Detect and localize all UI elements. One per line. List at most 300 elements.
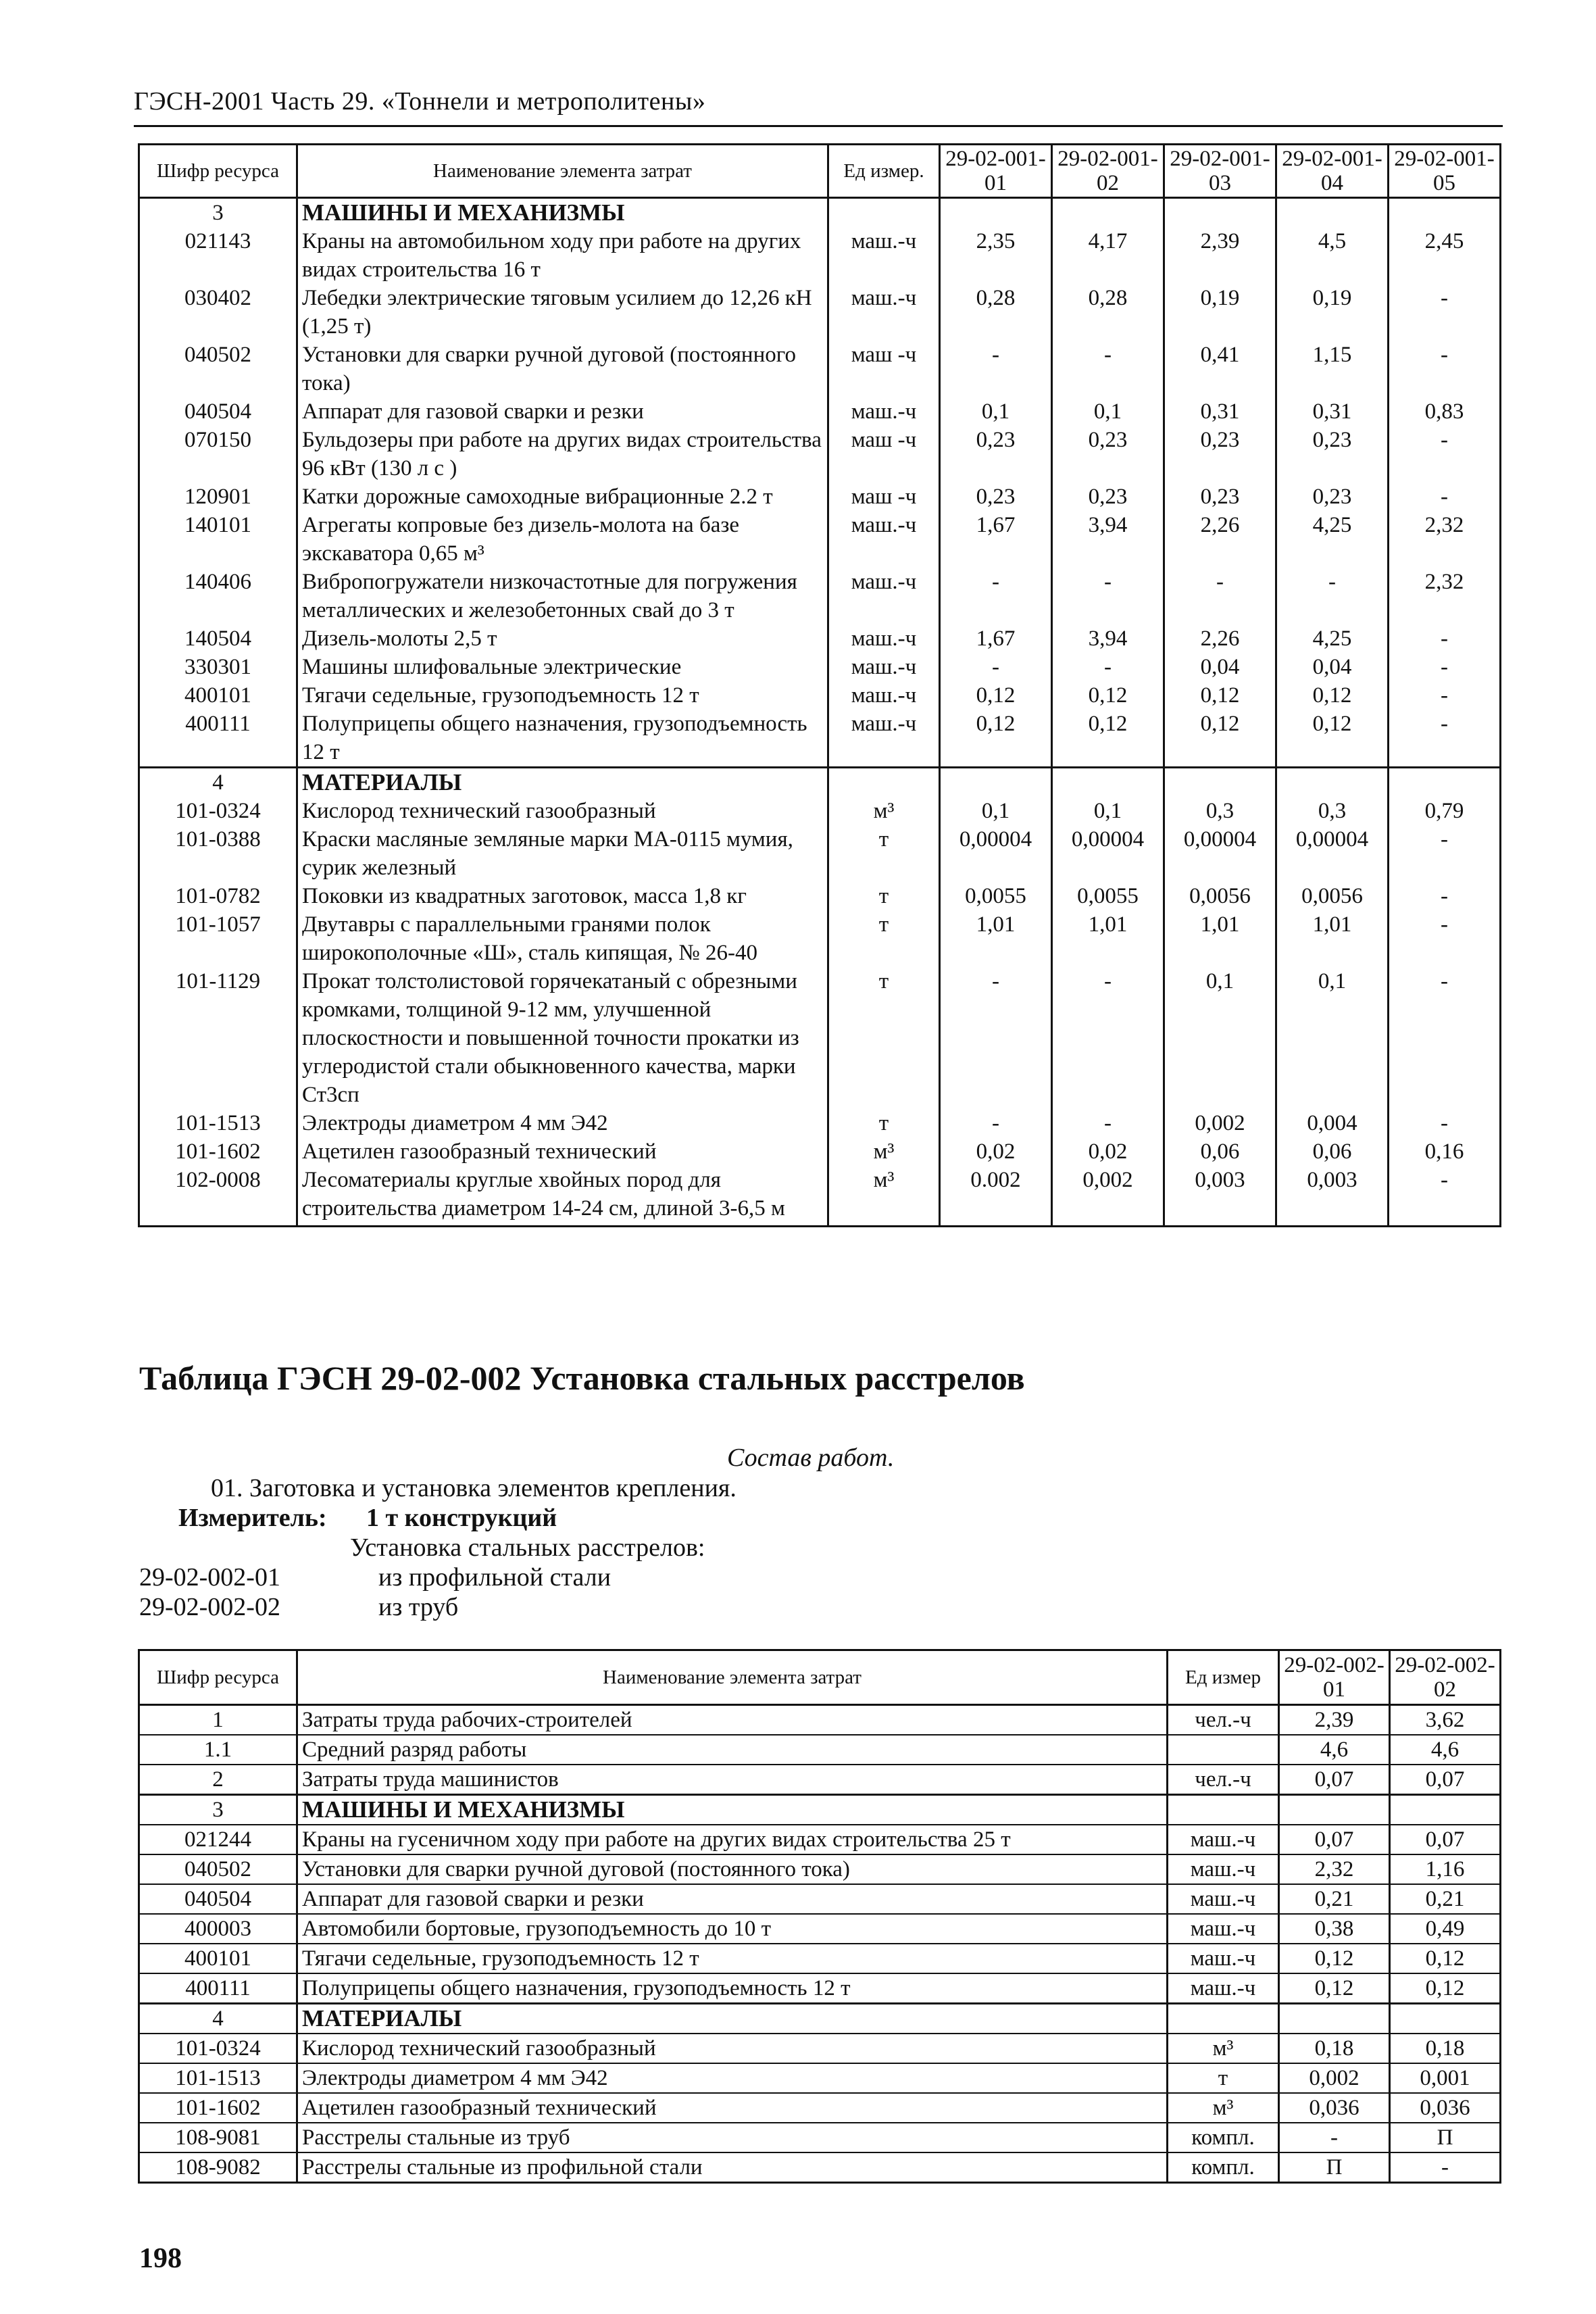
table-row xyxy=(139,1166,1501,1227)
resource-value: 0,18 xyxy=(1279,2034,1390,2063)
page-number: 198 xyxy=(139,2243,182,2274)
resource-value: 0,41 xyxy=(1164,341,1276,397)
resource-value: 0,12 xyxy=(1052,681,1164,710)
resource-value: - xyxy=(1389,483,1501,511)
section-header-row xyxy=(139,198,1501,228)
section-code: 3 xyxy=(139,198,297,228)
resource-value: 0,0055 xyxy=(1052,882,1164,910)
resource-value: 0,002 xyxy=(1279,2063,1390,2093)
resource-value: - xyxy=(1389,1109,1501,1137)
resource-unit: компл. xyxy=(1168,2123,1279,2152)
resource-code: 120901 xyxy=(139,483,297,511)
meter-value: 1 т конструкций xyxy=(366,1504,557,1532)
resource-value: 0,003 xyxy=(1276,1166,1389,1227)
header-col: 29-02-002-02 xyxy=(1390,1650,1501,1705)
resource-unit: маш -ч xyxy=(828,483,940,511)
resource-value: 4,25 xyxy=(1276,511,1389,568)
table-row xyxy=(139,426,1501,483)
resource-name: Кислород технический газообразный xyxy=(297,2034,1168,2063)
table-row xyxy=(139,1109,1501,1137)
resource-name: Электроды диаметром 4 мм Э42 xyxy=(297,2063,1168,2093)
resource-value: 0,003 xyxy=(1164,1166,1276,1227)
resource-name: Затраты труда машинистов xyxy=(297,1765,1168,1795)
header-col: 29-02-001-02 xyxy=(1052,145,1164,198)
resource-code: 101-1513 xyxy=(139,2063,297,2093)
page-header: ГЭСН-2001 Часть 29. «Тоннели и метрополитены» xyxy=(134,87,706,116)
resource-value: 0,1 xyxy=(940,397,1052,426)
resource-value: 0,04 xyxy=(1276,653,1389,681)
resource-value: 4,25 xyxy=(1276,624,1389,653)
resource-value: 0,1 xyxy=(940,797,1052,825)
resource-value: 1,15 xyxy=(1276,341,1389,397)
resource-value: 0,12 xyxy=(1390,1944,1501,1973)
resource-name: Аппарат для газовой сварки и резки xyxy=(297,1884,1168,1914)
resource-value: 0,28 xyxy=(940,284,1052,341)
table-row xyxy=(139,568,1501,624)
resource-value: 1,01 xyxy=(1164,910,1276,967)
resource-value: 0,12 xyxy=(1279,1973,1390,2004)
resource-value: 0,07 xyxy=(1390,1825,1501,1854)
resource-code: 140101 xyxy=(139,511,297,568)
table-row xyxy=(139,910,1501,967)
table-body xyxy=(139,198,1501,1227)
resource-value: 0,002 xyxy=(1164,1109,1276,1137)
section-value-empty xyxy=(940,198,1052,228)
resource-value: 0,1 xyxy=(1052,797,1164,825)
resource-name: Прокат толстолистовой горячекатаный с обрезными кромками, толщиной 9-12 мм, улучшенной плоскостности и повышенной точности прокатки из углеродистой стали обыкновенного качества, марки Ст3сп xyxy=(297,967,828,1109)
resource-name: Вибропогружатели низкочастотные для погружения металлических и железобетонных свай до 3 т xyxy=(297,568,828,624)
resource-name: Электроды диаметром 4 мм Э42 xyxy=(297,1109,828,1137)
resource-value: - xyxy=(1389,910,1501,967)
resource-value: 2,26 xyxy=(1164,511,1276,568)
resource-value: 0,00004 xyxy=(1052,825,1164,882)
section-value-empty xyxy=(940,768,1052,797)
resource-value: - xyxy=(1279,2123,1390,2152)
header-col: 29-02-001-01 xyxy=(940,145,1052,198)
resource-unit: маш.-ч xyxy=(1168,1914,1279,1944)
resource-value: П xyxy=(1390,2123,1501,2152)
resource-name: Тягачи седельные, грузоподъемность 12 т xyxy=(297,1944,1168,1973)
section-title: МАШИНЫ И МЕХАНИЗМЫ xyxy=(297,1795,1168,1825)
meter-label: Измеритель: xyxy=(178,1504,327,1532)
resource-table-2 xyxy=(138,1649,1501,2184)
resource-value: 0,04 xyxy=(1164,653,1276,681)
resource-name: Ацетилен газообразный технический xyxy=(297,1137,828,1166)
table-row xyxy=(139,1914,1501,1944)
table-row xyxy=(139,227,1501,284)
resource-unit: т xyxy=(828,910,940,967)
resource-code: 021143 xyxy=(139,227,297,284)
resource-value: 0,06 xyxy=(1164,1137,1276,1166)
resource-value: 0,0056 xyxy=(1276,882,1389,910)
header-col: 29-02-001-04 xyxy=(1276,145,1389,198)
header-name: Наименование элемента затрат xyxy=(297,145,828,198)
resource-name: Расстрелы стальные из профильной стали xyxy=(297,2152,1168,2183)
table-row xyxy=(139,284,1501,341)
resource-code: 1.1 xyxy=(139,1735,297,1765)
resource-code: 021244 xyxy=(139,1825,297,1854)
table-row xyxy=(139,1735,1501,1765)
resource-value: 0,49 xyxy=(1390,1914,1501,1944)
resource-value: 0,3 xyxy=(1276,797,1389,825)
resource-unit: маш.-ч xyxy=(828,227,940,284)
resource-value: 0,28 xyxy=(1052,284,1164,341)
resource-code: 400111 xyxy=(139,1973,297,2004)
resource-code: 040504 xyxy=(139,1884,297,1914)
resource-unit: маш -ч xyxy=(828,426,940,483)
section-header-row xyxy=(139,768,1501,797)
header-col: 29-02-001-05 xyxy=(1389,145,1501,198)
resource-value: 2,39 xyxy=(1279,1705,1390,1736)
section-unit-empty xyxy=(828,198,940,228)
resource-name: Катки дорожные самоходные вибрационные 2.2 т xyxy=(297,483,828,511)
resource-value: 4,5 xyxy=(1276,227,1389,284)
header-col: 29-02-001-03 xyxy=(1164,145,1276,198)
resource-value: 0,004 xyxy=(1276,1109,1389,1137)
resource-value: 0,001 xyxy=(1390,2063,1501,2093)
resource-name: Средний разряд работы xyxy=(297,1735,1168,1765)
resource-code: 400101 xyxy=(139,1944,297,1973)
table-row xyxy=(139,1705,1501,1736)
resource-unit: маш.-ч xyxy=(1168,1944,1279,1973)
table-row xyxy=(139,1884,1501,1914)
resource-value: 0,06 xyxy=(1276,1137,1389,1166)
table-row xyxy=(139,1765,1501,1795)
resource-name: Установки для сварки ручной дуговой (постоянного тока) xyxy=(297,1854,1168,1884)
resource-name: Лесоматериалы круглые хвойных пород для строительства диаметром 14-24 см, длиной 3-6,5 м xyxy=(297,1166,828,1227)
resource-value: 0,23 xyxy=(1164,483,1276,511)
resource-code: 070150 xyxy=(139,426,297,483)
resource-code: 330301 xyxy=(139,653,297,681)
resource-unit: т xyxy=(828,882,940,910)
table-row xyxy=(139,511,1501,568)
resource-unit: м³ xyxy=(1168,2034,1279,2063)
resource-value: - xyxy=(1052,568,1164,624)
section-header-row xyxy=(139,2004,1501,2034)
resource-value: - xyxy=(1389,1166,1501,1227)
resource-value: 2,35 xyxy=(940,227,1052,284)
table2-title: Таблица ГЭСН 29-02-002 Установка стальных расстрелов xyxy=(139,1359,1025,1397)
work-item-text: из труб xyxy=(378,1593,459,1621)
table-header-row xyxy=(139,145,1501,198)
resource-code: 101-1602 xyxy=(139,2093,297,2123)
resource-value: - xyxy=(1389,967,1501,1109)
section-value-empty xyxy=(1390,2004,1501,2034)
table-row xyxy=(139,397,1501,426)
resource-value: 0,02 xyxy=(940,1137,1052,1166)
section-value-empty xyxy=(1164,198,1276,228)
resource-unit: т xyxy=(828,1109,940,1137)
table-row xyxy=(139,341,1501,397)
section-value-empty xyxy=(1279,1795,1390,1825)
resource-value: 0,1 xyxy=(1276,967,1389,1109)
section-value-empty xyxy=(1052,198,1164,228)
resource-value: - xyxy=(1389,341,1501,397)
resource-value: 0,002 xyxy=(1052,1166,1164,1227)
resource-name: Кислород технический газообразный xyxy=(297,797,828,825)
table-row xyxy=(139,825,1501,882)
resource-value: 0,31 xyxy=(1276,397,1389,426)
resource-value: 0,07 xyxy=(1390,1765,1501,1795)
resource-value: 0,00004 xyxy=(940,825,1052,882)
table-body xyxy=(139,1705,1501,2183)
resource-value: 1,67 xyxy=(940,624,1052,653)
section-value-empty xyxy=(1390,1795,1501,1825)
resource-value: 2,26 xyxy=(1164,624,1276,653)
resource-value: 0,23 xyxy=(1276,426,1389,483)
resource-unit: маш.-ч xyxy=(1168,1884,1279,1914)
resource-value: 0,12 xyxy=(1276,710,1389,768)
resource-name: Двутавры с параллельными гранями полок широкополочные «Ш», сталь кипящая, № 26-40 xyxy=(297,910,828,967)
table-row xyxy=(139,681,1501,710)
resource-unit: маш.-ч xyxy=(828,568,940,624)
resource-code: 101-1129 xyxy=(139,967,297,1109)
resource-value: 1,01 xyxy=(940,910,1052,967)
resource-code: 101-1513 xyxy=(139,1109,297,1137)
resource-value: 0,00004 xyxy=(1164,825,1276,882)
resource-value: 0.002 xyxy=(940,1166,1052,1227)
resource-value: 1,16 xyxy=(1390,1854,1501,1884)
resource-value: 0,31 xyxy=(1164,397,1276,426)
work-subtitle: Установка стальных расстрелов: xyxy=(350,1533,705,1562)
resource-unit: маш.-ч xyxy=(1168,1973,1279,2004)
table-row xyxy=(139,1854,1501,1884)
resource-value: 0,036 xyxy=(1390,2093,1501,2123)
header-col: 29-02-002-01 xyxy=(1279,1650,1390,1705)
resource-name: Краски масляные земляные марки МА-0115 мумия, сурик железный xyxy=(297,825,828,882)
resource-unit: маш.-ч xyxy=(828,397,940,426)
resource-unit: маш.-ч xyxy=(828,710,940,768)
header-rule xyxy=(134,125,1503,127)
resource-value: - xyxy=(1389,284,1501,341)
resource-value: - xyxy=(1389,710,1501,768)
resource-name: Ацетилен газообразный технический xyxy=(297,2093,1168,2123)
resource-value: - xyxy=(940,341,1052,397)
header-unit: Ед измер xyxy=(1168,1650,1279,1705)
table-row xyxy=(139,1825,1501,1854)
resource-value: 4,17 xyxy=(1052,227,1164,284)
resource-value: 0,38 xyxy=(1279,1914,1390,1944)
resource-value: - xyxy=(1164,568,1276,624)
resource-code: 101-0388 xyxy=(139,825,297,882)
resource-code: 400101 xyxy=(139,681,297,710)
resource-value: 0,12 xyxy=(1164,681,1276,710)
resource-value: 0,16 xyxy=(1389,1137,1501,1166)
resource-value: - xyxy=(1276,568,1389,624)
resource-value: - xyxy=(1389,681,1501,710)
resource-value: 0,12 xyxy=(1276,681,1389,710)
section-value-empty xyxy=(1164,768,1276,797)
resource-code: 040502 xyxy=(139,1854,297,1884)
resource-code: 101-0324 xyxy=(139,2034,297,2063)
resource-value: 0,12 xyxy=(1279,1944,1390,1973)
resource-unit: маш.-ч xyxy=(828,284,940,341)
resource-value: 2,32 xyxy=(1279,1854,1390,1884)
resource-value: 0,1 xyxy=(1052,397,1164,426)
resource-value: 0,23 xyxy=(1052,426,1164,483)
resource-name: Тягачи седельные, грузоподъемность 12 т xyxy=(297,681,828,710)
resource-unit: маш.-ч xyxy=(828,681,940,710)
resource-unit: т xyxy=(828,967,940,1109)
resource-value: 0,19 xyxy=(1164,284,1276,341)
work-item-text: из профильной стали xyxy=(378,1563,612,1592)
header-unit: Ед измер. xyxy=(828,145,940,198)
resource-value: 0,19 xyxy=(1276,284,1389,341)
resource-code: 400003 xyxy=(139,1914,297,1944)
resource-unit xyxy=(1168,1735,1279,1765)
section-code: 3 xyxy=(139,1795,297,1825)
resource-value: 0,0055 xyxy=(940,882,1052,910)
resource-unit: м³ xyxy=(828,1137,940,1166)
resource-value: 2,32 xyxy=(1389,511,1501,568)
section-code: 4 xyxy=(139,768,297,797)
resource-value: 0,21 xyxy=(1390,1884,1501,1914)
resource-value: - xyxy=(1389,624,1501,653)
resource-unit: маш.-ч xyxy=(828,624,940,653)
section-value-empty xyxy=(1052,768,1164,797)
resource-unit: маш.-ч xyxy=(1168,1854,1279,1884)
resource-name: Аппарат для газовой сварки и резки xyxy=(297,397,828,426)
resource-value: 4,6 xyxy=(1279,1735,1390,1765)
resource-value: - xyxy=(1389,882,1501,910)
table-row xyxy=(139,483,1501,511)
resource-value: 0,12 xyxy=(1164,710,1276,768)
resource-value: 0,79 xyxy=(1389,797,1501,825)
resource-table-1 xyxy=(138,143,1501,1227)
resource-value: - xyxy=(940,568,1052,624)
table-row xyxy=(139,710,1501,768)
resource-value: 3,62 xyxy=(1390,1705,1501,1736)
resource-code: 108-9082 xyxy=(139,2152,297,2183)
resource-value: 0,12 xyxy=(940,681,1052,710)
resource-name: Лебедки электрические тяговым усилием до 12,26 кН (1,25 т) xyxy=(297,284,828,341)
resource-value: 0,02 xyxy=(1052,1137,1164,1166)
table-row xyxy=(139,624,1501,653)
resource-unit: маш.-ч xyxy=(1168,1825,1279,1854)
section-value-empty xyxy=(1389,768,1501,797)
resource-value: 0,83 xyxy=(1389,397,1501,426)
resource-value: 0,23 xyxy=(940,426,1052,483)
resource-code: 400111 xyxy=(139,710,297,768)
resource-unit: т xyxy=(1168,2063,1279,2093)
resource-value: - xyxy=(1052,1109,1164,1137)
resource-value: 0,3 xyxy=(1164,797,1276,825)
resource-value: 0,23 xyxy=(940,483,1052,511)
table-row xyxy=(139,2123,1501,2152)
resource-name: Агрегаты копровые без дизель-молота на базе экскаватора 0,65 м³ xyxy=(297,511,828,568)
resource-name: Бульдозеры при работе на других видах строительства 96 кВт (130 л с ) xyxy=(297,426,828,483)
table-row xyxy=(139,2063,1501,2093)
resource-name: Установки для сварки ручной дуговой (постоянного тока) xyxy=(297,341,828,397)
resource-code: 101-1602 xyxy=(139,1137,297,1166)
resource-unit: чел.-ч xyxy=(1168,1705,1279,1736)
table-row xyxy=(139,1137,1501,1166)
section-title: МАТЕРИАЛЫ xyxy=(297,768,828,797)
resource-name: Поковки из квадратных заготовок, масса 1,8 кг xyxy=(297,882,828,910)
resource-value: 2,32 xyxy=(1389,568,1501,624)
resource-name: Дизель-молоты 2,5 т xyxy=(297,624,828,653)
resource-value: П xyxy=(1279,2152,1390,2183)
resource-code: 140504 xyxy=(139,624,297,653)
resource-value: 0,1 xyxy=(1164,967,1276,1109)
header-code: Шифр ресурса xyxy=(139,145,297,198)
resource-value: - xyxy=(1389,825,1501,882)
resource-code: 101-0782 xyxy=(139,882,297,910)
resource-name: Краны на гусеничном ходу при работе на других видах строительства 25 т xyxy=(297,1825,1168,1854)
table-row xyxy=(139,1973,1501,2004)
resource-value: 0,00004 xyxy=(1276,825,1389,882)
resource-name: Затраты труда рабочих-строителей xyxy=(297,1705,1168,1736)
resource-value: - xyxy=(1390,2152,1501,2183)
resource-code: 2 xyxy=(139,1765,297,1795)
resource-code: 140406 xyxy=(139,568,297,624)
work-composition-label: Состав работ. xyxy=(727,1444,895,1472)
resource-name: Автомобили бортовые, грузоподъемность до 10 т xyxy=(297,1914,1168,1944)
resource-value: 3,94 xyxy=(1052,624,1164,653)
section-unit-empty xyxy=(1168,1795,1279,1825)
resource-code: 102-0008 xyxy=(139,1166,297,1227)
resource-value: 0,23 xyxy=(1276,483,1389,511)
table-row xyxy=(139,2093,1501,2123)
section-value-empty xyxy=(1389,198,1501,228)
section-unit-empty xyxy=(828,768,940,797)
table-row xyxy=(139,2034,1501,2063)
resource-unit: маш.-ч xyxy=(828,653,940,681)
resource-value: - xyxy=(1389,426,1501,483)
resource-value: 3,94 xyxy=(1052,511,1164,568)
resource-unit: м³ xyxy=(828,797,940,825)
work-item-code: 29-02-002-02 xyxy=(139,1593,280,1621)
resource-value: 0,12 xyxy=(940,710,1052,768)
resource-value: - xyxy=(1389,653,1501,681)
section-header-row xyxy=(139,1795,1501,1825)
table-row xyxy=(139,797,1501,825)
table-row xyxy=(139,653,1501,681)
resource-value: 0,23 xyxy=(1052,483,1164,511)
resource-unit: м³ xyxy=(828,1166,940,1227)
resource-name: Краны на автомобильном ходу при работе на других видах строительства 16 т xyxy=(297,227,828,284)
section-value-empty xyxy=(1276,768,1389,797)
resource-code: 101-1057 xyxy=(139,910,297,967)
work-step: 01. Заготовка и установка элементов крепления. xyxy=(211,1474,737,1502)
resource-value: 2,39 xyxy=(1164,227,1276,284)
resource-code: 040502 xyxy=(139,341,297,397)
table-header-row xyxy=(139,1650,1501,1705)
resource-value: - xyxy=(1052,653,1164,681)
resource-value: 0,18 xyxy=(1390,2034,1501,2063)
resource-code: 108-9081 xyxy=(139,2123,297,2152)
resource-name: Полуприцепы общего назначения, грузоподъемность 12 т xyxy=(297,1973,1168,2004)
resource-unit: чел.-ч xyxy=(1168,1765,1279,1795)
resource-value: 0,23 xyxy=(1164,426,1276,483)
header-code: Шифр ресурса xyxy=(139,1650,297,1705)
section-code: 4 xyxy=(139,2004,297,2034)
resource-code: 1 xyxy=(139,1705,297,1736)
table-row xyxy=(139,1944,1501,1973)
resource-value: 0,07 xyxy=(1279,1825,1390,1854)
resource-code: 030402 xyxy=(139,284,297,341)
resource-unit: маш -ч xyxy=(828,341,940,397)
resource-value: 0,21 xyxy=(1279,1884,1390,1914)
resource-value: 1,01 xyxy=(1276,910,1389,967)
resource-unit: маш.-ч xyxy=(828,511,940,568)
section-value-empty xyxy=(1276,198,1389,228)
resource-unit: м³ xyxy=(1168,2093,1279,2123)
resource-code: 101-0324 xyxy=(139,797,297,825)
resource-value: 4,6 xyxy=(1390,1735,1501,1765)
table-row xyxy=(139,2152,1501,2183)
resource-value: - xyxy=(940,1109,1052,1137)
